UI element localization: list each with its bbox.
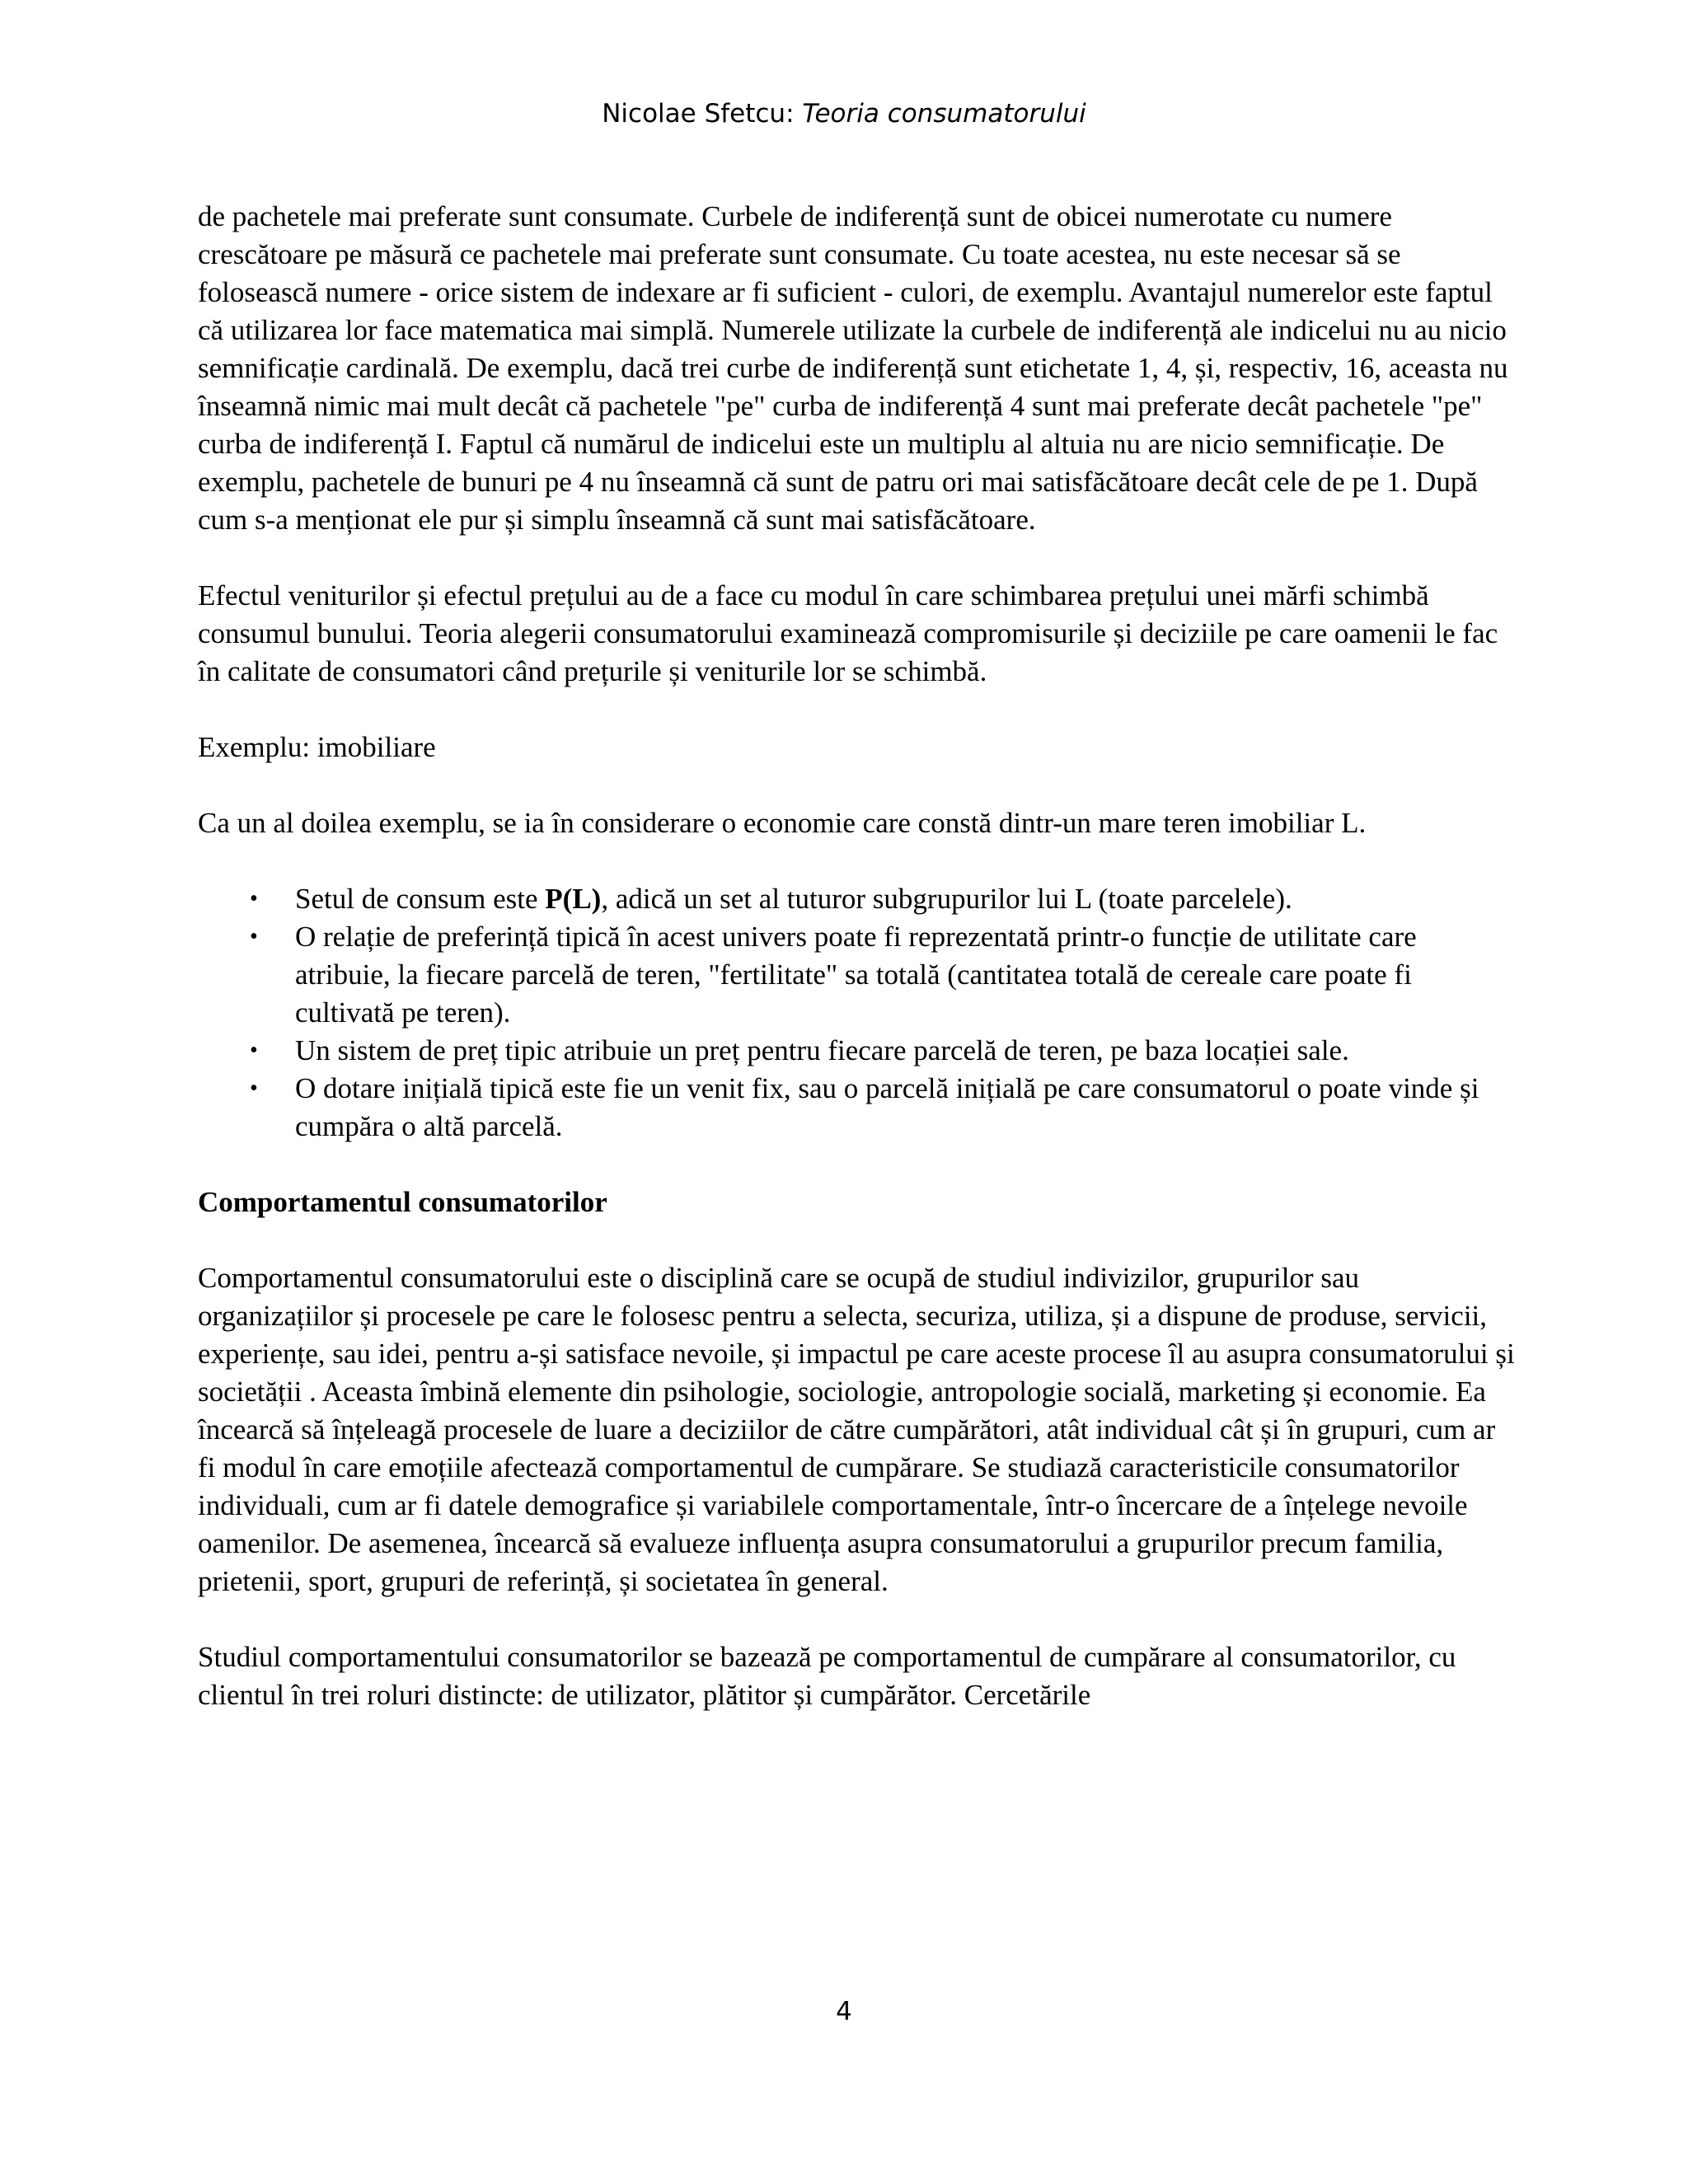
bullet-icon: • — [250, 1076, 258, 1101]
paragraph-income-price-effect: Efectul veniturilor și efectul prețului au de a face cu modul în care schimbarea prețului unei mărfi schimbă consumul bunului. Teoria alegerii consumatorului examinează compromisurile și deciziile pe care oamenii le fac în calitate de consumatori când prețurile și veniturile lor se schimbă. — [198, 579, 1498, 687]
section-heading: Comportamentul consumatorilor — [198, 1186, 607, 1218]
list-item — [250, 1070, 1517, 1146]
page-header — [0, 97, 1688, 130]
list-item — [250, 880, 1517, 918]
header-author: Nicolae Sfetcu: — [602, 99, 803, 129]
header-title: Teoria consumatorului — [802, 99, 1086, 129]
bullet-list — [198, 880, 1517, 1146]
list-item — [250, 1032, 1517, 1070]
bullet-icon: • — [250, 1038, 258, 1063]
list-item-text: Un sistem de preț tipic atribuie un preț pentru fiecare parcelă de teren, pe baza locației sale. — [295, 1034, 1349, 1066]
list-item-text: O relație de preferință tipică în acest univers poate fi reprezentată printr-o funcție de utilitate care atribuie, la fiecare parcelă de teren, "fertilitate" sa totală (cantitatea totală de cereale care poate fi cultivată pe teren). — [295, 921, 1417, 1029]
list-item — [250, 918, 1517, 1032]
paragraph-study-consumer-behavior: Studiul comportamentului consumatorilor se bazează pe comportamentul de cumpărare al consumatorilor, cu clientul în trei roluri distincte: de utilizator, plătitor și cumpărător. Cercetările — [198, 1641, 1456, 1711]
list-item-text: , adică un set al tuturor subgrupurilor lui L (toate parcelele). — [601, 883, 1292, 915]
list-item-bold-text: P(L) — [545, 883, 602, 915]
document-body — [198, 198, 1517, 1752]
bullet-icon: • — [250, 886, 258, 912]
bullet-icon: • — [250, 924, 258, 949]
list-item-text: Setul de consum este — [295, 883, 546, 915]
page-number: 4 — [836, 1997, 852, 2027]
paragraph-example-label: Exemplu: imobiliare — [198, 731, 436, 763]
paragraph-indifference-curves: de pachetele mai preferate sunt consumate. Curbele de indiferență sunt de obicei numerotate cu numere crescătoare pe măsură ce pachetele mai preferate sunt consumate. Cu toate acestea, nu este necesar să se folosească numere - orice sistem de indexare ar fi suficient - culori, de exemplu. Avantajul numerelor este faptul că utilizarea lor face matematica mai simplă. Numerele utilizate la curbele de indiferență ale indicelui nu au nicio semnificație cardinală. De exemplu, dacă trei curbe de indiferență sunt etichetate 1, 4, și, respectiv, 16, aceasta nu înseamnă nimic mai mult decât că pachetele "pe" curba de indiferență 4 sunt mai preferate decât pachetele "pe" curba de indiferență I. Faptul că numărul de indicelui este un multiplu al altuia nu are nicio semnificație. De exemplu, pachetele de bunuri pe 4 nu înseamnă că sunt de patru ori mai satisfăcătoare decât cele de pe 1. După cum s-a menționat ele pur și simplu înseamnă că sunt mai satisfăcătoare. — [198, 200, 1508, 536]
paragraph-second-example: Ca un al doilea exemplu, se ia în considerare o economie care constă dintr-un mare teren imobiliar L. — [198, 807, 1367, 839]
list-item-text: O dotare inițială tipică este fie un venit fix, sau o parcelă inițială pe care consumatorul o poate vinde și cumpăra o altă parcelă. — [295, 1072, 1479, 1142]
paragraph-consumer-behavior: Comportamentul consumatorului este o disciplină care se ocupă de studiul indivizilor, grupurilor sau organizațiilor și procesele pe care le folosesc pentru a selecta, securiza, utiliza, și a dispune de produse, servicii, experiențe, sau idei, pentru a-și satisface nevoile, și impactul pe care aceste procese îl au asupra consumatorului și societății . Aceasta îmbină elemente din psihologie, sociologie, antropologie socială, marketing și economie. Ea încearcă să înțeleagă procesele de luare a deciziilor de către cumpărători, atât individual cât și în grupuri, cum ar fi modul în care emoțiile afectează comportamentul de cumpărare. Se studiază caracteristicile consumatorilor individuali, cum ar fi datele demografice și variabilele comportamentale, într-o încercare de a înțelege nevoile oamenilor. De asemenea, încearcă să evalueze influența asupra consumatorului a grupurilor precum familia, prietenii, sport, grupuri de referință, și societatea în general. — [198, 1262, 1515, 1597]
